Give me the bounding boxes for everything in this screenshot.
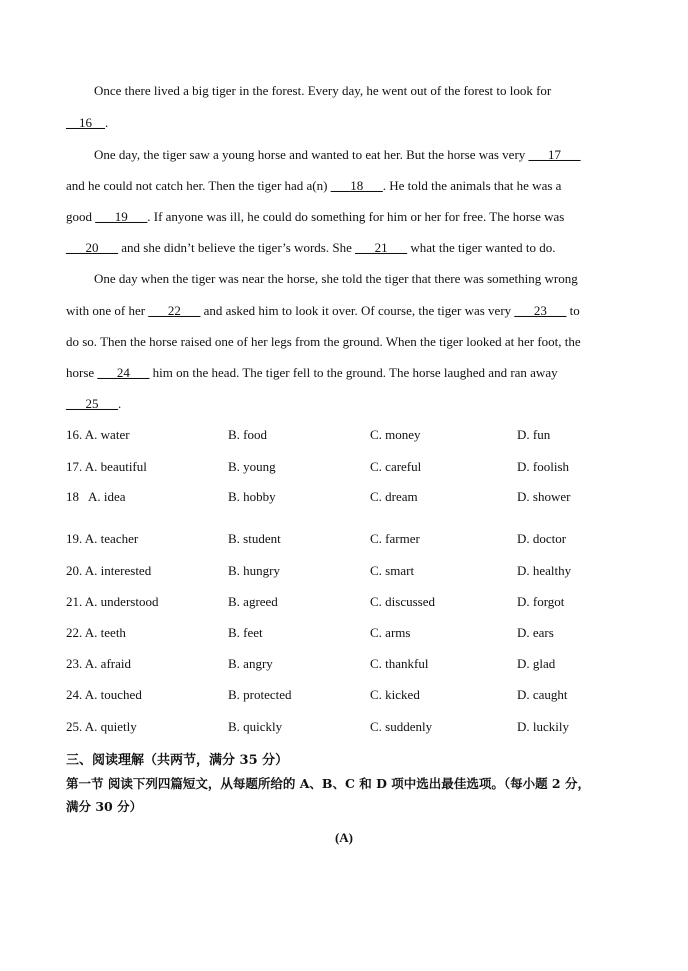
option-c: C. discussed <box>370 594 435 609</box>
option-c: C. smart <box>370 563 415 578</box>
section-heading: 三、阅读理解（共两节，满分 35 分） <box>66 753 289 768</box>
blank-22: ___22___ <box>148 303 201 318</box>
option-d: D. caught <box>517 687 568 702</box>
blank-19: ___19___ <box>95 209 148 224</box>
option-d: D. glad <box>517 656 556 671</box>
passage-line <box>66 115 108 131</box>
blank-21: ___21___ <box>355 240 408 255</box>
text: . <box>118 396 122 411</box>
option-a: 16. A. water <box>66 427 130 442</box>
option-b: B. agreed <box>228 594 278 609</box>
text: . <box>105 115 109 130</box>
option-c: C. dream <box>370 489 418 504</box>
option-c: C. thankful <box>370 656 429 671</box>
blank-18: ___18___ <box>330 178 383 193</box>
option-d: D. doctor <box>517 531 567 546</box>
option-a: 17. A. beautiful <box>66 459 147 474</box>
option-a: 25. A. quietly <box>66 719 137 734</box>
text: and she didn’t believe the tiger’s words. She <box>118 240 356 255</box>
option-d: D. fun <box>517 427 551 442</box>
option-d: D. healthy <box>517 563 572 578</box>
blank-25: ___25___ <box>66 396 118 411</box>
passage-line <box>94 83 551 99</box>
option-b: B. student <box>228 531 281 546</box>
section-instruction: 第一节 阅读下列四篇短文，从每题所给的 A、B、C 和 D 项中选出最佳选项。（每小题 2 分， <box>66 776 590 791</box>
option-a: 24. A. touched <box>66 687 142 702</box>
passage-line <box>66 178 561 194</box>
option-a: 22. A. teeth <box>66 625 126 640</box>
text: do so. Then the horse raised one of her legs from the ground. When the tiger looked at her foot, the <box>66 334 581 349</box>
passage-line <box>94 271 578 287</box>
text: horse <box>66 365 98 380</box>
passage-line <box>66 209 564 225</box>
option-a: 18 A. idea <box>66 489 126 504</box>
passage-line <box>66 396 121 412</box>
option-c: C. money <box>370 427 421 442</box>
option-a: 20. A. interested <box>66 563 152 578</box>
blank-24: ___24___ <box>97 365 150 380</box>
text: and he could not catch her. Then the tiger had a(n) <box>66 178 331 193</box>
option-b: B. hobby <box>228 489 276 504</box>
blank-20: ___20___ <box>66 240 118 255</box>
option-b: B. quickly <box>228 719 283 734</box>
option-b: B. protected <box>228 687 292 702</box>
blank-16: __16__ <box>66 115 105 130</box>
option-b: B. food <box>228 427 267 442</box>
text: One day, the tiger saw a young horse and wanted to eat her. But the horse was very <box>94 147 529 162</box>
text: . He told the animals that he was a <box>382 178 562 193</box>
option-b: B. hungry <box>228 563 280 578</box>
option-b: B. angry <box>228 656 273 671</box>
text: with one of her <box>66 303 149 318</box>
option-d: D. luckily <box>517 719 569 734</box>
text: him on the head. The tiger fell to the ground. The horse laughed and ran away <box>149 365 558 380</box>
option-c: C. arms <box>370 625 411 640</box>
option-c: C. careful <box>370 459 422 474</box>
option-a: 23. A. afraid <box>66 656 131 671</box>
text: One day when the tiger was near the horse, she told the tiger that there was something wrong <box>94 271 578 286</box>
option-c: C. farmer <box>370 531 420 546</box>
passage-line <box>66 365 558 381</box>
passage-line <box>66 240 555 256</box>
blank-17: ___17___ <box>528 147 581 162</box>
passage-line <box>66 303 580 319</box>
text: . If anyone was ill, he could do something for him or her for free. The horse was <box>147 209 565 224</box>
option-d: D. foolish <box>517 459 569 474</box>
text: to <box>566 303 580 318</box>
text: and asked him to look it over. Of course, the tiger was very <box>200 303 515 318</box>
passage-line <box>94 147 581 163</box>
option-d: D. forgot <box>517 594 565 609</box>
option-b: B. feet <box>228 625 263 640</box>
option-d: D. ears <box>517 625 554 640</box>
option-b: B. young <box>228 459 276 474</box>
part-label: (A) <box>334 830 354 845</box>
text: what the tiger wanted to do. <box>407 240 556 255</box>
option-a: 19. A. teacher <box>66 531 139 546</box>
text: Once there lived a big tiger in the forest. Every day, he went out of the forest to look for <box>94 83 552 98</box>
blank-23: ___23___ <box>514 303 567 318</box>
option-a: 21. A. understood <box>66 594 159 609</box>
option-c: C. kicked <box>370 687 420 702</box>
passage-line <box>66 334 581 350</box>
text: good <box>66 209 96 224</box>
option-c: C. suddenly <box>370 719 433 734</box>
section-instruction-cont: 满分 30 分） <box>66 799 143 814</box>
option-d: D. shower <box>517 489 571 504</box>
